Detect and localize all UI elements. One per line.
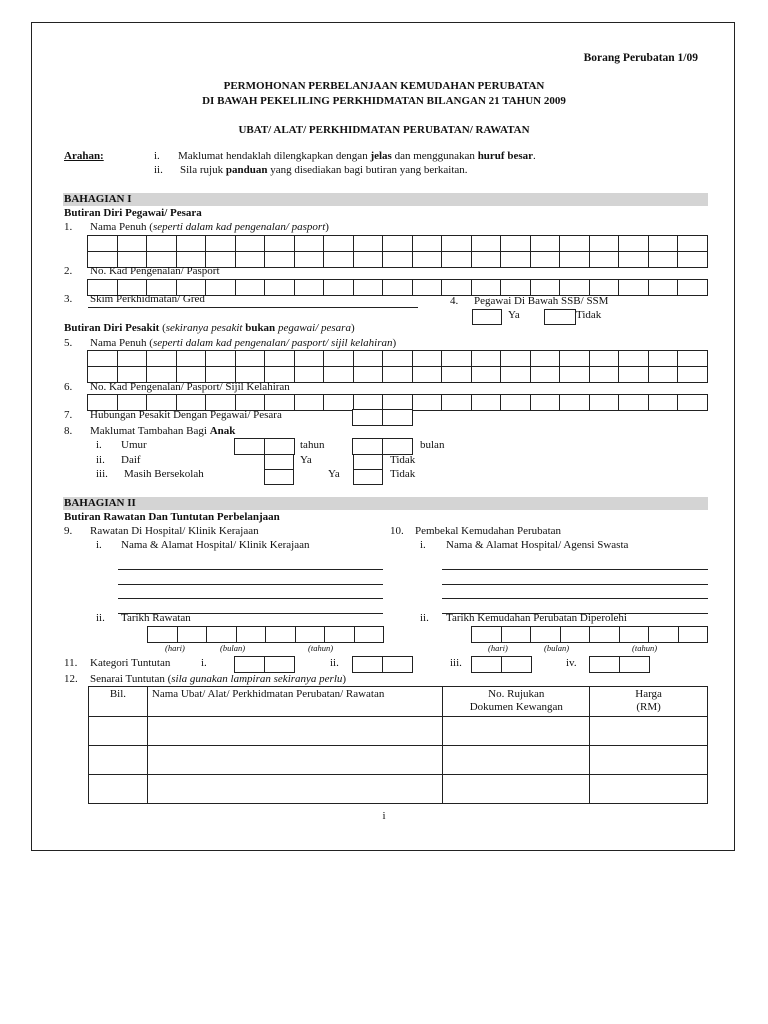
age-months-boxes[interactable] xyxy=(353,439,413,455)
cell-bil[interactable] xyxy=(89,775,148,804)
table-row xyxy=(89,746,708,775)
q6-label: No. Kad Pengenalan/ Pasport/ Sijil Kelahiran xyxy=(90,381,290,393)
category-iv-boxes[interactable] xyxy=(590,657,650,673)
cell-item[interactable] xyxy=(147,746,443,775)
q8-iii-label: Masih Bersekolah xyxy=(124,468,204,480)
private-hospital-address-line-2[interactable] xyxy=(442,584,708,585)
q8-ii-label: Daif xyxy=(121,454,141,466)
govt-hospital-address-line-2[interactable] xyxy=(118,584,383,585)
staff-details-heading: Butiran Diri Pegawai/ Pesara xyxy=(64,207,202,219)
ssb-no-label: Tidak xyxy=(576,309,602,321)
claims-table-header-row xyxy=(89,687,708,717)
private-hospital-address-line-3[interactable] xyxy=(442,598,708,599)
private-hospital-address-line-1[interactable] xyxy=(442,569,708,570)
category-iii-boxes[interactable] xyxy=(472,657,532,673)
q1-label: Nama Penuh (seperti dalam kad pengenalan/ pasport) xyxy=(90,221,329,233)
q10-number: 10. xyxy=(390,525,404,537)
schooling-no-label: Tidak xyxy=(390,468,416,480)
col-item-header: Nama Ubat/ Alat/ Perkhidmatan Perubatan/ Rawatan xyxy=(147,687,443,717)
q4-number: 4. xyxy=(450,295,459,307)
schooling-yes-label: Ya xyxy=(328,468,340,480)
treatment-date-year-hint: (tahun) xyxy=(308,643,334,653)
q9-number: 9. xyxy=(64,525,73,537)
cell-item[interactable] xyxy=(147,775,443,804)
facility-date-boxes[interactable] xyxy=(472,627,708,643)
q10-label: Pembekal Kemudahan Perubatan xyxy=(415,525,562,537)
q5-label: Nama Penuh (seperti dalam kad pengenalan/ pasport/ sijil kelahiran) xyxy=(90,337,397,349)
ssb-yes-label: Ya xyxy=(508,309,520,321)
age-years-label: tahun xyxy=(300,439,325,451)
q10-i-label: Nama & Alamat Hospital/ Agensi Swasta xyxy=(446,539,629,551)
q11-label: Kategori Tuntutan xyxy=(90,657,171,669)
disabled-yes-label: Ya xyxy=(300,454,312,466)
q4-label: Pegawai Di Bawah SSB/ SSM xyxy=(474,295,609,307)
q8-ii-number: ii. xyxy=(96,454,105,466)
q8-iii-number: iii. xyxy=(96,468,108,480)
category-i-boxes[interactable] xyxy=(235,657,295,673)
form-subtitle: UBAT/ ALAT/ PERKHIDMATAN PERUBATAN/ RAWATAN xyxy=(238,124,530,136)
page-number: i xyxy=(382,810,386,822)
service-scheme-line[interactable] xyxy=(88,307,418,308)
disabled-no-label: Tidak xyxy=(390,454,416,466)
cell-price[interactable] xyxy=(590,746,708,775)
patient-details-heading: Butiran Diri Pesakit (sekiranya pesakit bukan pegawai/ pesara) xyxy=(64,322,355,334)
q9-i-number: i. xyxy=(96,539,102,551)
cell-bil[interactable] xyxy=(89,717,148,746)
q3-number: 3. xyxy=(64,293,73,305)
cell-price[interactable] xyxy=(590,775,708,804)
ssb-no-checkbox[interactable] xyxy=(544,309,576,325)
cell-reference[interactable] xyxy=(443,746,590,775)
section-1-header-bar xyxy=(63,193,708,206)
cell-price[interactable] xyxy=(590,717,708,746)
instruction-2-number: ii. xyxy=(154,164,163,176)
q9-ii-number: ii. xyxy=(96,612,105,624)
staff-full-name-grid[interactable] xyxy=(88,236,708,268)
disabled-yes-checkbox[interactable] xyxy=(264,454,294,470)
facility-date-day-hint: (hari) xyxy=(488,643,508,653)
title-line-2: DI BAWAH PEKELILING PERKHIDMATAN BILANGAN 21 TAHUN 2009 xyxy=(202,95,566,107)
q10-i-number: i. xyxy=(420,539,426,551)
section-2-header-bar xyxy=(63,497,708,510)
q9-i-label: Nama & Alamat Hospital/ Klinik Kerajaan xyxy=(121,539,310,551)
age-months-label: bulan xyxy=(420,439,445,451)
table-row xyxy=(89,775,708,804)
treatment-date-month-hint: (bulan) xyxy=(220,643,246,653)
cell-bil[interactable] xyxy=(89,746,148,775)
q8-label: Maklumat Tambahan Bagi Anak xyxy=(90,425,236,437)
col-reference-header: No. Rujukan Dokumen Kewangan xyxy=(443,687,590,717)
disabled-no-checkbox[interactable] xyxy=(353,454,383,470)
q2-label: No. Kad Pengenalan/ Pasport xyxy=(90,265,220,277)
category-ii-label: ii. xyxy=(330,657,339,669)
section-1-header: BAHAGIAN I xyxy=(64,193,132,205)
q3-label: Skim Perkhidmatan/ Gred xyxy=(90,293,205,305)
facility-date-month-hint: (bulan) xyxy=(544,643,570,653)
q12-number: 12. xyxy=(64,673,78,685)
q8-number: 8. xyxy=(64,425,73,437)
q6-number: 6. xyxy=(64,381,73,393)
q8-i-label: Umur xyxy=(121,439,147,451)
age-years-boxes[interactable] xyxy=(235,439,295,455)
instructions-label: Arahan: xyxy=(64,150,104,162)
schooling-no-checkbox[interactable] xyxy=(353,469,383,485)
claims-table xyxy=(88,686,708,804)
section-2-header: BAHAGIAN II xyxy=(64,497,136,509)
cell-reference[interactable] xyxy=(443,775,590,804)
schooling-yes-checkbox[interactable] xyxy=(264,469,294,485)
q7-number: 7. xyxy=(64,409,73,421)
category-iv-label: iv. xyxy=(566,657,577,669)
category-ii-boxes[interactable] xyxy=(353,657,413,673)
treatment-claims-heading: Butiran Rawatan Dan Tuntutan Perbelanjaan xyxy=(64,511,280,523)
form-code: Borang Perubatan 1/09 xyxy=(583,52,698,64)
relationship-code-boxes[interactable] xyxy=(353,410,413,426)
cell-item[interactable] xyxy=(147,717,443,746)
title-line-1: PERMOHONAN PERBELANJAAN KEMUDAHAN PERUBATAN xyxy=(223,80,545,92)
facility-date-year-hint: (tahun) xyxy=(632,643,658,653)
table-row xyxy=(89,717,708,746)
q9-label: Rawatan Di Hospital/ Klinik Kerajaan xyxy=(90,525,259,537)
q1-number: 1. xyxy=(64,221,73,233)
q10-ii-label: Tarikh Kemudahan Perubatan Diperolehi xyxy=(446,612,627,624)
treatment-date-boxes[interactable] xyxy=(148,627,384,643)
col-price-header: Harga (RM) xyxy=(590,687,708,717)
q10-ii-number: ii. xyxy=(420,612,429,624)
q12-label: Senarai Tuntutan (sila gunakan lampiran sekiranya perlu) xyxy=(90,673,347,685)
ssb-yes-checkbox[interactable] xyxy=(472,309,502,325)
q8-i-number: i. xyxy=(96,439,102,451)
q7-label: Hubungan Pesakit Dengan Pegawai/ Pesara xyxy=(90,409,282,421)
category-i-label: i. xyxy=(201,657,207,669)
q11-number: 11. xyxy=(64,657,78,669)
q9-ii-label: Tarikh Rawatan xyxy=(121,612,191,624)
treatment-date-day-hint: (hari) xyxy=(165,643,185,653)
patient-full-name-grid[interactable] xyxy=(88,351,708,383)
q2-number: 2. xyxy=(64,265,73,277)
govt-hospital-address-line-1[interactable] xyxy=(118,569,383,570)
cell-reference[interactable] xyxy=(443,717,590,746)
category-iii-label: iii. xyxy=(450,657,462,669)
instruction-2: Sila rujuk panduan yang disediakan bagi butiran yang berkaitan. xyxy=(180,164,468,176)
instruction-1-number: i. xyxy=(154,150,160,162)
q5-number: 5. xyxy=(64,337,73,349)
col-bil-header: Bil. xyxy=(89,687,148,717)
instruction-1: Maklumat hendaklah dilengkapkan dengan jelas dan menggunakan huruf besar. xyxy=(178,150,536,162)
govt-hospital-address-line-3[interactable] xyxy=(118,598,383,599)
